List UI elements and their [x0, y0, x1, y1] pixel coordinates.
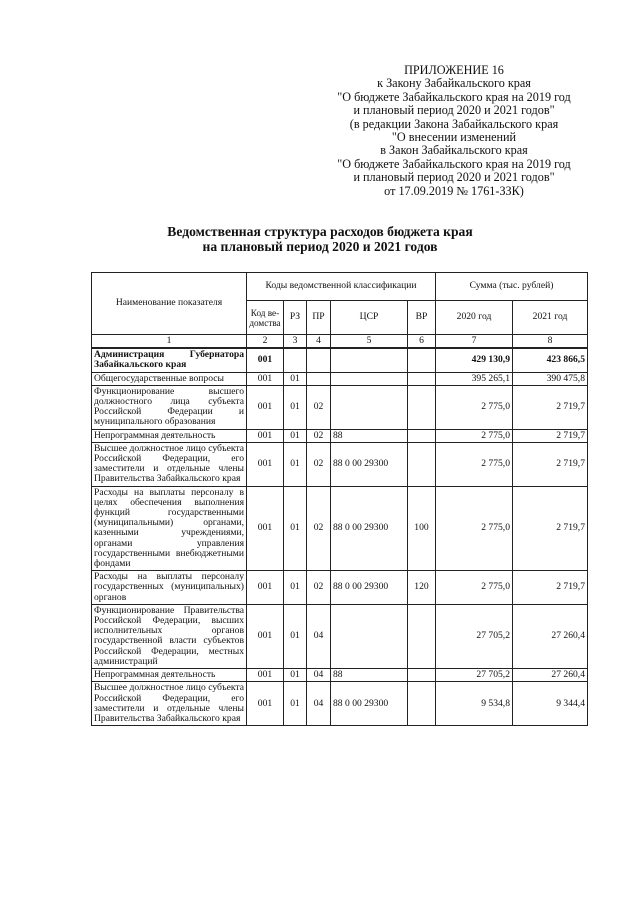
- cell-2020: 2 775,0: [436, 385, 513, 429]
- table-row: [92, 486, 588, 571]
- column-number: 5: [331, 335, 408, 349]
- cell-vr: [408, 669, 436, 682]
- cell-csr: 88 0 00 29300: [331, 486, 408, 571]
- column-number: 6: [408, 335, 436, 349]
- cell-ved: 001: [247, 682, 284, 726]
- cell-ved: 001: [247, 604, 284, 668]
- appendix-line: (в редакции Закона Забайкальского края: [349, 116, 559, 131]
- cell-vr: [408, 372, 436, 385]
- cell-vr: 100: [408, 486, 436, 571]
- cell-2020: 395 265,1: [436, 372, 513, 385]
- table-row: [92, 348, 588, 372]
- cell-rz: 01: [284, 442, 307, 486]
- cell-name: Администрация Губернатора Забайкальского края: [92, 348, 247, 372]
- column-number: 3: [284, 335, 307, 349]
- cell-rz: 01: [284, 429, 307, 442]
- cell-name: Расходы на выплаты персоналу в целях обеспечения выполнения функций государственными (муниципальными) органами, казенными учреждениями, органами управления государственными внебюджетными фондами: [92, 486, 247, 571]
- table-row: [92, 429, 588, 442]
- cell-2020: 9 534,8: [436, 682, 513, 726]
- header-rz: РЗ: [284, 301, 307, 335]
- cell-vr: [408, 348, 436, 372]
- header-2020: 2020 год: [436, 301, 513, 335]
- cell-pr: 02: [307, 385, 331, 429]
- table-row: [92, 385, 588, 429]
- cell-2021: 2 719,7: [513, 429, 588, 442]
- cell-2020: 429 130,9: [436, 348, 513, 372]
- cell-name: Высшее должностное лицо субъекта Российской Федерации, его заместители и отдельные члены Правительства Забайкальского края: [92, 442, 247, 486]
- appendix-line: "О внесении изменений: [391, 130, 517, 145]
- header-name: Наименование показателя: [92, 273, 247, 335]
- cell-2021: 27 260,4: [513, 604, 588, 668]
- cell-ved: 001: [247, 429, 284, 442]
- cell-name: Расходы на выплаты персоналу государственных (муниципальных) органов: [92, 571, 247, 605]
- table-row: [92, 372, 588, 385]
- column-number: 1: [92, 335, 247, 349]
- cell-csr: [331, 385, 408, 429]
- header-2021: 2021 год: [513, 301, 588, 335]
- budget-table: [91, 272, 588, 726]
- cell-pr: 02: [307, 486, 331, 571]
- column-number: 8: [513, 335, 588, 349]
- cell-name: Непрограммная деятельность: [92, 429, 247, 442]
- table-row: [92, 682, 588, 726]
- cell-csr: [331, 604, 408, 668]
- cell-ved: 001: [247, 348, 284, 372]
- title-line-1: Ведомственная структура расходов бюджета края: [167, 224, 473, 239]
- appendix-line: и плановый период 2020 и 2021 годов": [353, 103, 555, 118]
- header-vr: ВР: [408, 301, 436, 335]
- cell-2021: 390 475,8: [513, 372, 588, 385]
- cell-2020: 2 775,0: [436, 429, 513, 442]
- cell-rz: 01: [284, 682, 307, 726]
- cell-rz: 01: [284, 571, 307, 605]
- cell-pr: 02: [307, 571, 331, 605]
- appendix-line: "О бюджете Забайкальского края на 2019 год: [337, 89, 571, 104]
- cell-ved: 001: [247, 372, 284, 385]
- cell-ved: 001: [247, 442, 284, 486]
- cell-name: Высшее должностное лицо субъекта Российской Федерации, его заместители и отдельные члены Правительства Забайкальского края: [92, 682, 247, 726]
- cell-csr: 88 0 00 29300: [331, 682, 408, 726]
- table-row: [92, 442, 588, 486]
- cell-rz: 01: [284, 486, 307, 571]
- cell-2020: 27 705,2: [436, 604, 513, 668]
- cell-name: Функционирование Правительства Российской Федерации, высших исполнительных органов государственной власти субъектов Российской Федерации, местных администраций: [92, 604, 247, 668]
- header-sum-group: Сумма (тыс. рублей): [436, 273, 588, 301]
- document-title: [130, 224, 510, 254]
- cell-ved: 001: [247, 669, 284, 682]
- header-codes-group: Коды ведомственной классификации: [247, 273, 436, 301]
- appendix-line: от 17.09.2019 № 1761-ЗЗК): [384, 183, 524, 198]
- cell-ved: 001: [247, 486, 284, 571]
- cell-2020: 27 705,2: [436, 669, 513, 682]
- appendix-line: и плановый период 2020 и 2021 годов": [353, 170, 555, 185]
- cell-name: Функционирование высшего должностного лица субъекта Российской Федерации и муниципального образования: [92, 385, 247, 429]
- appendix-line: ПРИЛОЖЕНИЕ 16: [404, 63, 504, 77]
- cell-name: Общегосударственные вопросы: [92, 372, 247, 385]
- cell-vr: [408, 429, 436, 442]
- cell-2021: 2 719,7: [513, 571, 588, 605]
- cell-rz: 01: [284, 669, 307, 682]
- cell-vr: [408, 442, 436, 486]
- cell-rz: 01: [284, 385, 307, 429]
- cell-2020: 2 775,0: [436, 442, 513, 486]
- header-ved: Код ве-домства: [247, 301, 284, 335]
- cell-name: Непрограммная деятельность: [92, 669, 247, 682]
- table-row: [92, 571, 588, 605]
- cell-csr: 88: [331, 429, 408, 442]
- cell-rz: 01: [284, 372, 307, 385]
- cell-2021: 9 344,4: [513, 682, 588, 726]
- cell-2020: 2 775,0: [436, 571, 513, 605]
- column-number: 2: [247, 335, 284, 349]
- table-row: [92, 669, 588, 682]
- cell-2021: 423 866,5: [513, 348, 588, 372]
- cell-pr: 04: [307, 604, 331, 668]
- appendix-line: в Закон Забайкальского края: [380, 143, 528, 158]
- column-number: 7: [436, 335, 513, 349]
- cell-pr: 02: [307, 442, 331, 486]
- cell-vr: [408, 682, 436, 726]
- cell-vr: [408, 604, 436, 668]
- table-row: [92, 604, 588, 668]
- cell-csr: [331, 348, 408, 372]
- cell-2021: 2 719,7: [513, 385, 588, 429]
- cell-2021: 2 719,7: [513, 486, 588, 571]
- cell-rz: [284, 348, 307, 372]
- cell-vr: [408, 385, 436, 429]
- appendix-line: "О бюджете Забайкальского края на 2019 год: [337, 156, 571, 171]
- cell-2020: 2 775,0: [436, 486, 513, 571]
- cell-pr: [307, 372, 331, 385]
- cell-vr: 120: [408, 571, 436, 605]
- cell-2021: 2 719,7: [513, 442, 588, 486]
- cell-pr: [307, 348, 331, 372]
- cell-ved: 001: [247, 571, 284, 605]
- cell-csr: 88 0 00 29300: [331, 442, 408, 486]
- cell-pr: 04: [307, 682, 331, 726]
- appendix-header: [300, 64, 608, 198]
- cell-pr: 02: [307, 429, 331, 442]
- header-pr: ПР: [307, 301, 331, 335]
- cell-2021: 27 260,4: [513, 669, 588, 682]
- header-csr: ЦСР: [331, 301, 408, 335]
- cell-pr: 04: [307, 669, 331, 682]
- appendix-line: к Закону Забайкальского края: [377, 76, 531, 91]
- cell-ved: 001: [247, 385, 284, 429]
- cell-csr: 88 0 00 29300: [331, 571, 408, 605]
- cell-rz: 01: [284, 604, 307, 668]
- column-number: 4: [307, 335, 331, 349]
- cell-csr: 88: [331, 669, 408, 682]
- cell-csr: [331, 372, 408, 385]
- title-line-2: на плановый период 2020 и 2021 годов: [202, 239, 438, 254]
